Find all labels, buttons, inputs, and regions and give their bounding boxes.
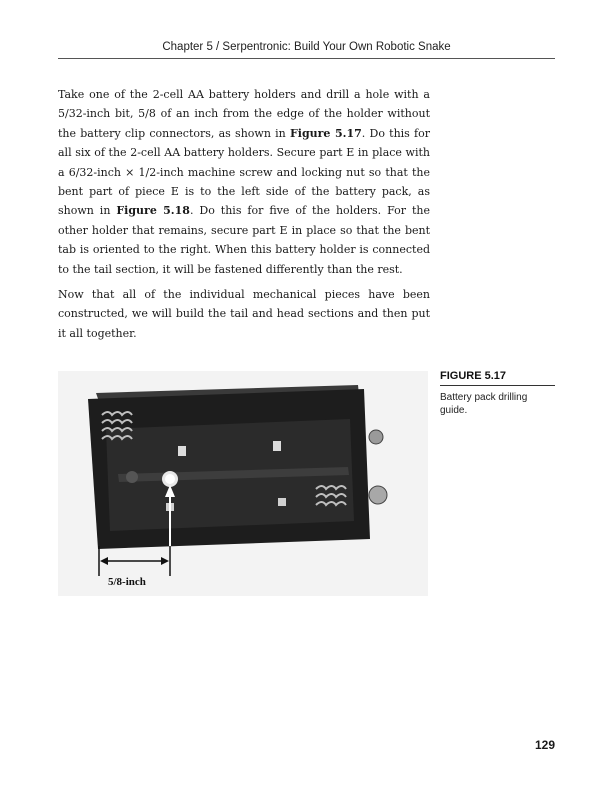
running-head: Chapter 5 / Serpentronic: Build Your Own Robotic Snake	[162, 41, 451, 53]
paragraph-1	[58, 85, 430, 279]
header-rule	[58, 58, 555, 59]
paragraph-1-part-a: Take one of the 2-cell AA battery holders and drill a hole with a 5/32-inch bit, 5/8 of an inch from the edge of the holder without the battery clip connectors, as shown in	[58, 88, 430, 140]
figure-caption: Battery pack drilling guide.	[440, 392, 528, 416]
paragraph-2: Now that all of the individual mechanical pieces have been constructed, we will build the tail and head sections and then put it all together.	[58, 288, 430, 340]
paragraph-1-part-b: . Do this for all six of the 2-cell AA battery holders. Secure part E in place with a 6/32-inch × 1/2-inch machine screw and locking nut so that the bent part of piece E is to the left side of the battery pack, as shown in	[58, 126, 431, 218]
figure-ref-5-17: Figure 5.17	[289, 126, 362, 140]
battery-holder-photo	[58, 371, 428, 596]
page-number: 129	[534, 738, 555, 752]
figure-ref-5-18: Figure 5.18	[116, 204, 190, 218]
figure-label: FIGURE 5.17	[440, 370, 555, 386]
paragraph-1-part-c: . Do this for five of the holders. For the other holder that remains, secure part E in place so that the bent tab is oriented to the right. When this battery holder is connected to the tail section, it will be fastened differently than the rest.	[58, 204, 430, 276]
dimension-label: 5/8-inch	[108, 576, 146, 588]
